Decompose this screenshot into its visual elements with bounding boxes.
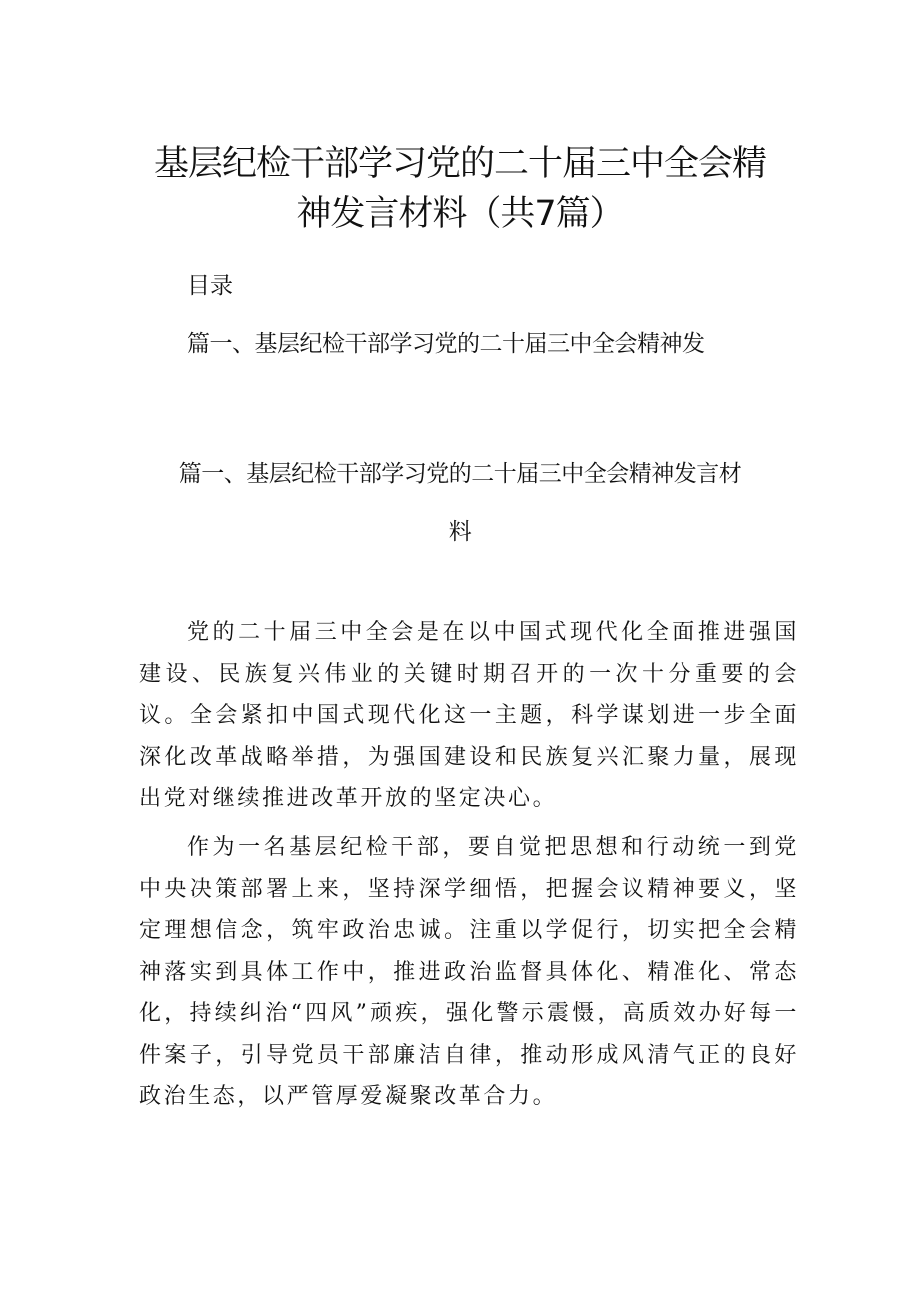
document-title-line-1: 基层纪检干部学习党的二十届三中全会精 bbox=[153, 144, 766, 184]
toc-heading: 目录 bbox=[187, 273, 233, 299]
body-paragraph-1: 党的二十届三中全会是在以中国式现代化全面推进强国建设、民族复兴伟业的关键时期召开的一次十分重要的会议。全会紧扣中国式现代化这一主题，科学谋划进一步全面深化改革战略举措，为强国建设和民族复兴汇聚力量，展现出党对继续推进改革开放的坚定决心。 bbox=[139, 620, 799, 811]
toc-item[interactable]: 篇一、基层纪检干部学习党的二十届三中全会精神发 bbox=[187, 331, 705, 357]
section-title-line-2: 料 bbox=[448, 519, 472, 545]
section-title-line-1: 篇一、基层纪检干部学习党的二十届三中全会精神发言材 bbox=[178, 461, 742, 487]
body-paragraph-2: 作为一名基层纪检干部，要自觉把思想和行动统一到党中央决策部署上来，坚持深学细悟，把握会议精神要义，坚定理想信念，筑牢政治忠诚。注重以学促行，切实把全会精神落实到具体工作中，推进政治监督具体化、精准化、常态化，持续纠治“四风”顽疾，强化警示震慑，高质效办好每一件案子，引导党员干部廉洁自律，推动形成风清气正的良好政治生态，以严管厚爱凝聚改革合力。 bbox=[139, 835, 799, 1109]
document-title-line-2: 神发言材料（共7篇） bbox=[296, 194, 624, 234]
